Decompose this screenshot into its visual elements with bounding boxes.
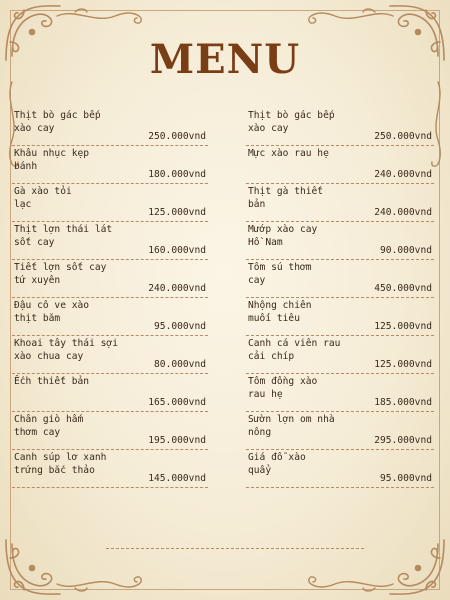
menu-item	[12, 374, 208, 412]
dish-name: Ếch thiết bản	[14, 376, 90, 387]
menu-item	[12, 222, 208, 260]
dish-price: 90.000vnd	[380, 245, 432, 256]
dish-price: 185.000vnd	[374, 397, 432, 408]
menu-item	[246, 298, 434, 336]
dish-price: 95.000vnd	[154, 321, 206, 332]
menu-item	[12, 336, 208, 374]
dish-name: Tiết lợn sốt cay tứ xuyên	[14, 262, 107, 286]
dish-price: 180.000vnd	[148, 169, 206, 180]
menu-item	[12, 108, 208, 146]
menu-column-right	[246, 108, 434, 488]
dish-name: Thịt bò gác bếp xào cay	[14, 110, 101, 134]
dish-name: Thịt lợn thái lát sốt cay	[14, 224, 113, 248]
dish-name: Chân giò hấm thơm cay	[14, 414, 84, 438]
menu-title: MENU	[149, 36, 301, 83]
dish-price: 295.000vnd	[374, 435, 432, 446]
menu-item	[246, 336, 434, 374]
scroll-ornament-icon	[55, 572, 175, 596]
dish-name: Mướp xào cay Hồ Nam	[248, 224, 318, 248]
corner-ornament-icon	[386, 536, 448, 598]
menu-item	[12, 412, 208, 450]
menu-item	[12, 146, 208, 184]
dish-price: 125.000vnd	[148, 207, 206, 218]
menu-item	[246, 450, 434, 488]
dish-price: 195.000vnd	[148, 435, 206, 446]
dish-name: Canh cá viên rau cải chíp	[248, 338, 341, 362]
dish-name: Nhộng chiên muối tiêu	[248, 300, 312, 324]
menu-item	[246, 374, 434, 412]
dish-name: Thịt gà thiết bản	[248, 186, 324, 210]
dish-price: 80.000vnd	[154, 359, 206, 370]
dish-name: Sườn lợn om nhà nông	[248, 414, 335, 438]
menu-item	[246, 108, 434, 146]
dish-price: 250.000vnd	[148, 131, 206, 142]
dish-price: 125.000vnd	[374, 359, 432, 370]
dish-name: Giá đỗ xào quẩy	[248, 452, 306, 476]
dish-price: 95.000vnd	[380, 473, 432, 484]
dish-price: 240.000vnd	[374, 207, 432, 218]
dish-price: 240.000vnd	[148, 283, 206, 294]
dish-price: 145.000vnd	[148, 473, 206, 484]
menu-item	[12, 450, 208, 488]
dish-price: 450.000vnd	[374, 283, 432, 294]
menu-item	[246, 222, 434, 260]
dish-name: Khâu nhục kẹp bánh	[14, 148, 90, 172]
dish-name: Thịt bò gác bếp xào cay	[248, 110, 335, 134]
dish-name: Gà xào tỏi lạc	[14, 186, 72, 210]
menu-item	[246, 260, 434, 298]
dish-price: 165.000vnd	[148, 397, 206, 408]
dish-price: 125.000vnd	[374, 321, 432, 332]
signature-line	[106, 548, 364, 549]
menu-item	[246, 412, 434, 450]
dish-name: Tôm sú thơm cay	[248, 262, 312, 286]
dish-name: Tôm đồng xào rau hẹ	[248, 376, 318, 400]
menu-item	[246, 184, 434, 222]
dish-price: 160.000vnd	[148, 245, 206, 256]
menu-item	[12, 260, 208, 298]
dish-name: Mực xào rau hẹ	[248, 148, 329, 159]
menu-item	[12, 298, 208, 336]
menu-item	[246, 146, 434, 184]
dish-name: Đậu cô ve xào thịt băm	[14, 300, 90, 324]
dish-price: 240.000vnd	[374, 169, 432, 180]
menu-item	[12, 184, 208, 222]
scroll-ornament-icon	[275, 572, 395, 596]
scroll-ornament-icon	[275, 4, 395, 28]
dish-price: 250.000vnd	[374, 131, 432, 142]
dish-name: Canh súp lơ xanh trứng bắc thảo	[14, 452, 107, 476]
dish-name: Khoai tây thái sợi xào chua cay	[14, 338, 118, 362]
scroll-ornament-icon	[55, 4, 175, 28]
menu-column-left	[12, 108, 208, 488]
